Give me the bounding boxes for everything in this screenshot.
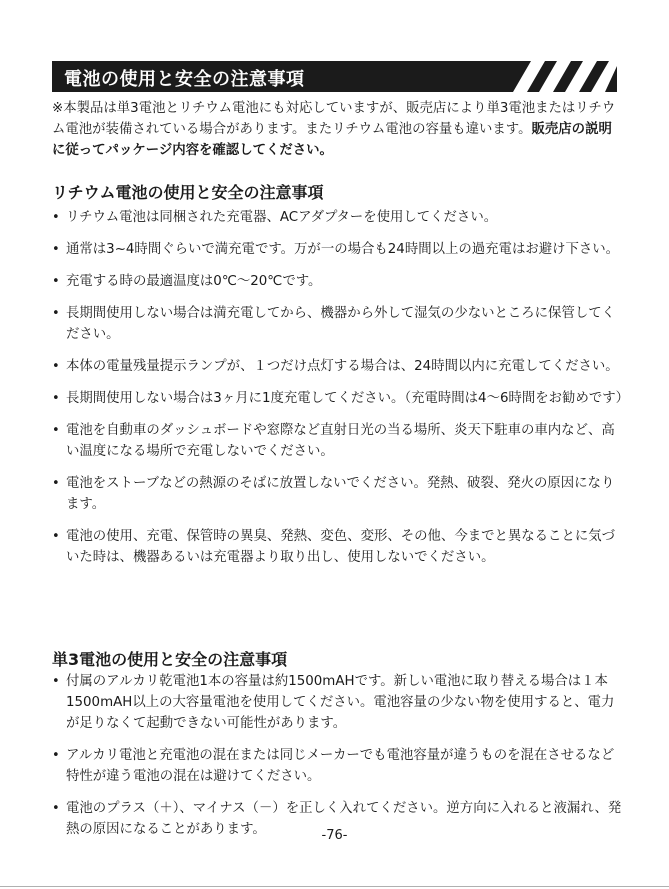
list-item: • 電池をストーブなどの熱源のそばに放置しないでください。発熱、破裂、発火の原因になります。	[52, 473, 627, 515]
list-item: • アルカリ電池と充電池の混在または同じメーカーでも電池容量が違うものを混在させるなど特性が違う電池の混在は避けてください。	[52, 745, 627, 787]
list-item: • 通常は3~4時間ぐらいで満充電です。万が一の場合も24時間以上の過充電はお避け下さい。	[52, 239, 627, 260]
lithium-heading: リチウム電池の使用と安全の注意事項	[52, 183, 324, 202]
bottom-rule	[0, 886, 669, 887]
list-item: • 電池の使用、充電、保管時の異臭、発熱、変色、変形、その他、今までと異なることに気づいた時は、機器あるいは充電器より取り出し、使用しないでください。	[52, 526, 627, 568]
list-item: • 長期間使用しない場合は満充電してから、機器から外して湿気の少ないところに保管してください。	[52, 303, 627, 345]
intro-paragraph	[52, 98, 622, 161]
intro-emphasis: 販売店の説明に従ってパッケージ内容を確認してください。	[52, 122, 612, 158]
title-bar	[52, 61, 617, 92]
decorative-stripes	[487, 61, 617, 92]
page-title: 電池の使用と安全の注意事項	[64, 69, 305, 90]
page-number: -76-	[321, 828, 348, 843]
intro-text: ※本製品は単3電池とリチウム電池にも対応していますが、販売店により単3電池またはリチウム電池が装備されている場合があります。またリチウム電池の容量も違います。	[52, 101, 616, 137]
aa-heading: 単3電池の使用と安全の注意事項	[52, 650, 288, 669]
list-item: • 電池を自動車のダッシュボードや窓際など直射日光の当る場所、炎天下駐車の車内など、高い温度になる場所で充電しないでください。	[52, 420, 627, 462]
list-item: • 電池のプラス（＋）、マイナス（－）を正しく入れてください。逆方向に入れると液漏れ、発熱の原因になることがあります。	[52, 798, 627, 840]
list-item: • リチウム電池は同梱された充電器、ACアダプターを使用してください。	[52, 207, 627, 228]
list-item: • 充電する時の最適温度は0℃～20℃です。	[52, 271, 627, 292]
lithium-list	[52, 207, 630, 568]
list-item: • 付属のアルカリ乾電池1本の容量は約1500mAHです。新しい電池に取り替える場合は１本1500mAH以上の大容量電池を使用してください。電池容量の少ない物を使用すると、電力が足りなくて起動できない可能性があります。	[52, 671, 627, 734]
aa-list	[52, 671, 627, 840]
list-item: • 長期間使用しない場合は3ヶ月に1度充電してください。（充電時間は4～6時間をお勧めです）	[52, 388, 627, 409]
list-item: • 本体の電量残量提示ランプが、１つだけ点灯する場合は、24時間以内に充電してください。	[52, 356, 627, 377]
